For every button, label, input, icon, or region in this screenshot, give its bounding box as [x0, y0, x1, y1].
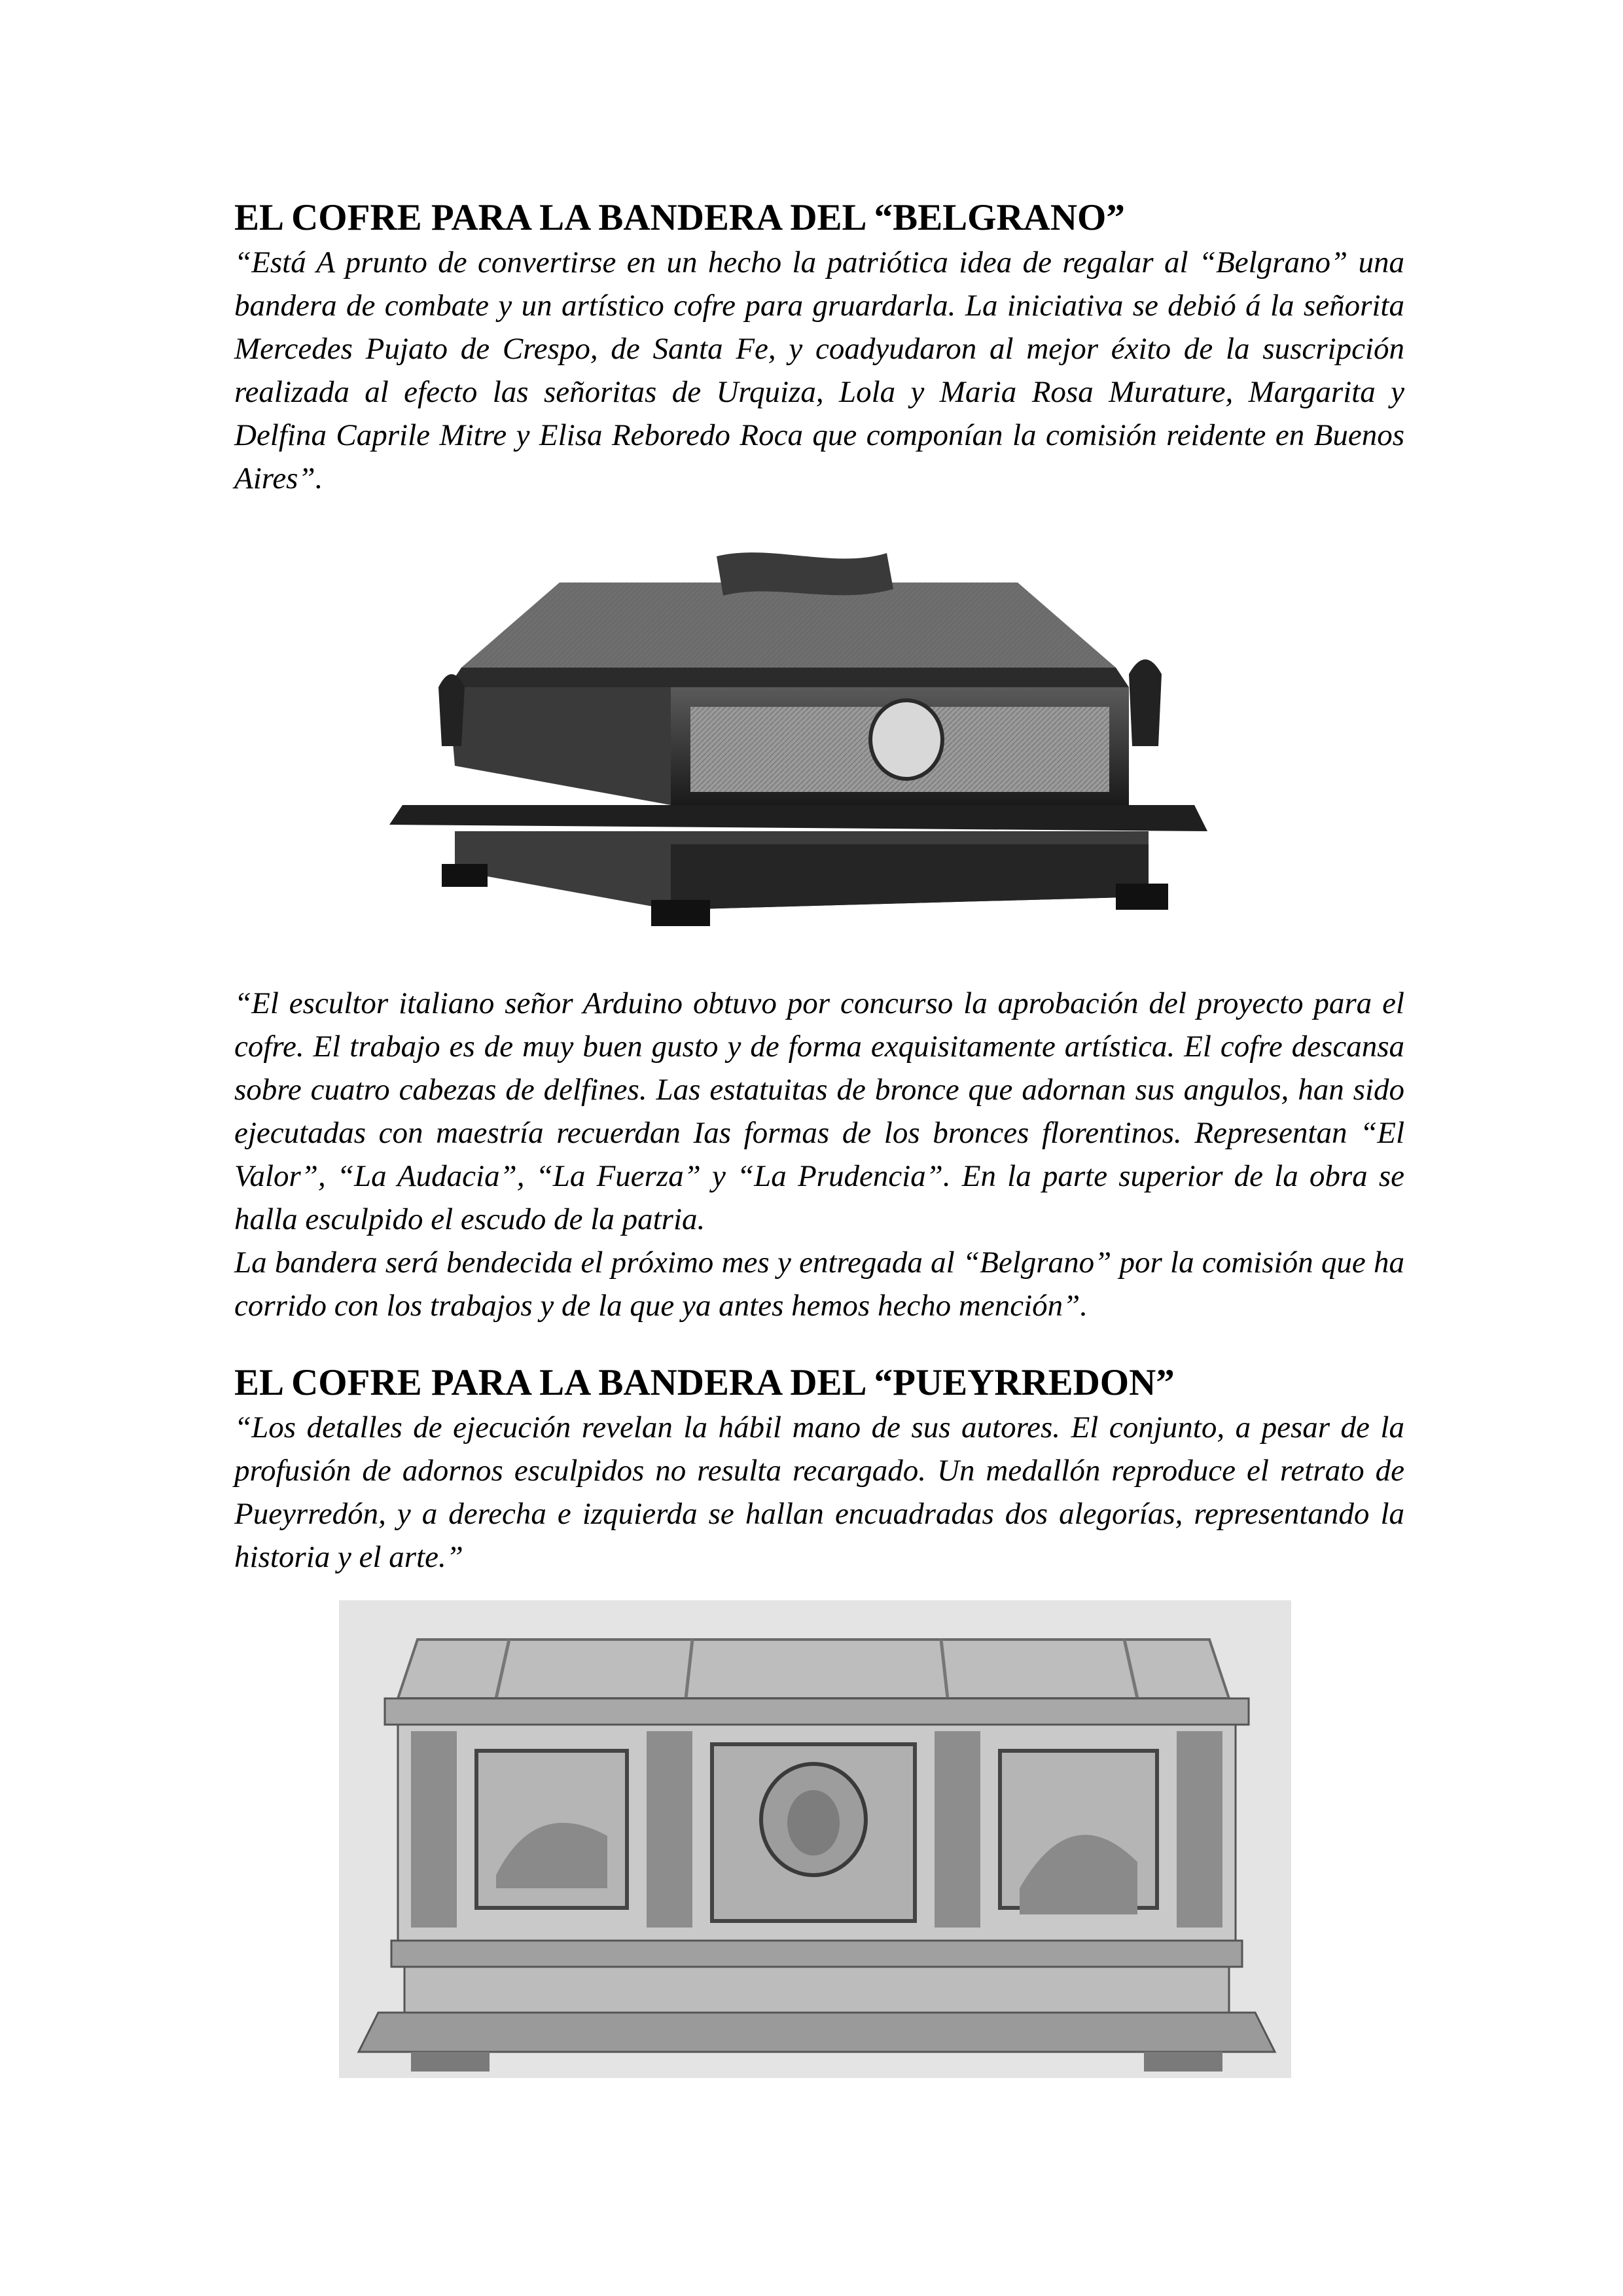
section2-title: EL COFRE PARA LA BANDERA DEL “PUEYRREDON” — [234, 1362, 1175, 1403]
pueyrredon-chest-image — [339, 1600, 1291, 2078]
section1-description-p2: La bandera será bendecida el próximo mes y entregada al “Belgrano” por la comisión que ha corrido con los trabajos y de la que ya antes hemos hecho mención”. — [234, 1246, 1404, 1323]
belgrano-chest-drawing — [376, 543, 1234, 936]
section1-quote — [234, 241, 1404, 500]
section1-description — [234, 982, 1404, 1327]
section1-title: EL COFRE PARA LA BANDERA DEL “BELGRANO” — [234, 197, 1125, 238]
belgrano-chest-image — [376, 543, 1234, 936]
section1-quote-text: “Está A prunto de convertirse en un hecho la patriótica idea de regalar al “Belgrano” una bandera de combate y un artístico cofre para gruardarla. La iniciativa se debió á la señorita Mercedes Pujato de Crespo, de Santa Fe, y coadyudaron al mejor éxito de la suscripción realizada al efecto las señoritas de Urquiza, Lola y Maria Rosa Murature, Margarita y Delfina Caprile Mitre y Elisa Reboredo Roca que componían la comisión reidente en Buenos Aires”. — [234, 245, 1404, 495]
section2-quote-text: “Los detalles de ejecución revelan la hábil mano de sus autores. El conjunto, a pesar de la profusión de adornos esculpidos no resulta recargado. Un medallón reproduce el retrato de Pueyrredón, y a derecha e izquierda se hallan encuadradas dos alegorías, representando la historia y el arte.” — [234, 1410, 1404, 1574]
section2-quote — [234, 1406, 1404, 1579]
pueyrredon-chest-drawing — [339, 1600, 1291, 2078]
section1-description-p1: “El escultor italiano señor Arduino obtuvo por concurso la aprobación del proyecto para el cofre. El trabajo es de muy buen gusto y de forma exquisitamente artística. El cofre descansa sobre cuatro cabezas de delfines. Las estatuitas de bronce que adornan sus angulos, han sido ejecutadas con maestría recuerdan Ias formas de los bronces florentinos. Representan “El Valor”, “La Audacia”, “La Fuerza” y “La Prudencia”. En la parte superior de la obra se halla esculpido el escudo de la patria. — [234, 986, 1404, 1236]
